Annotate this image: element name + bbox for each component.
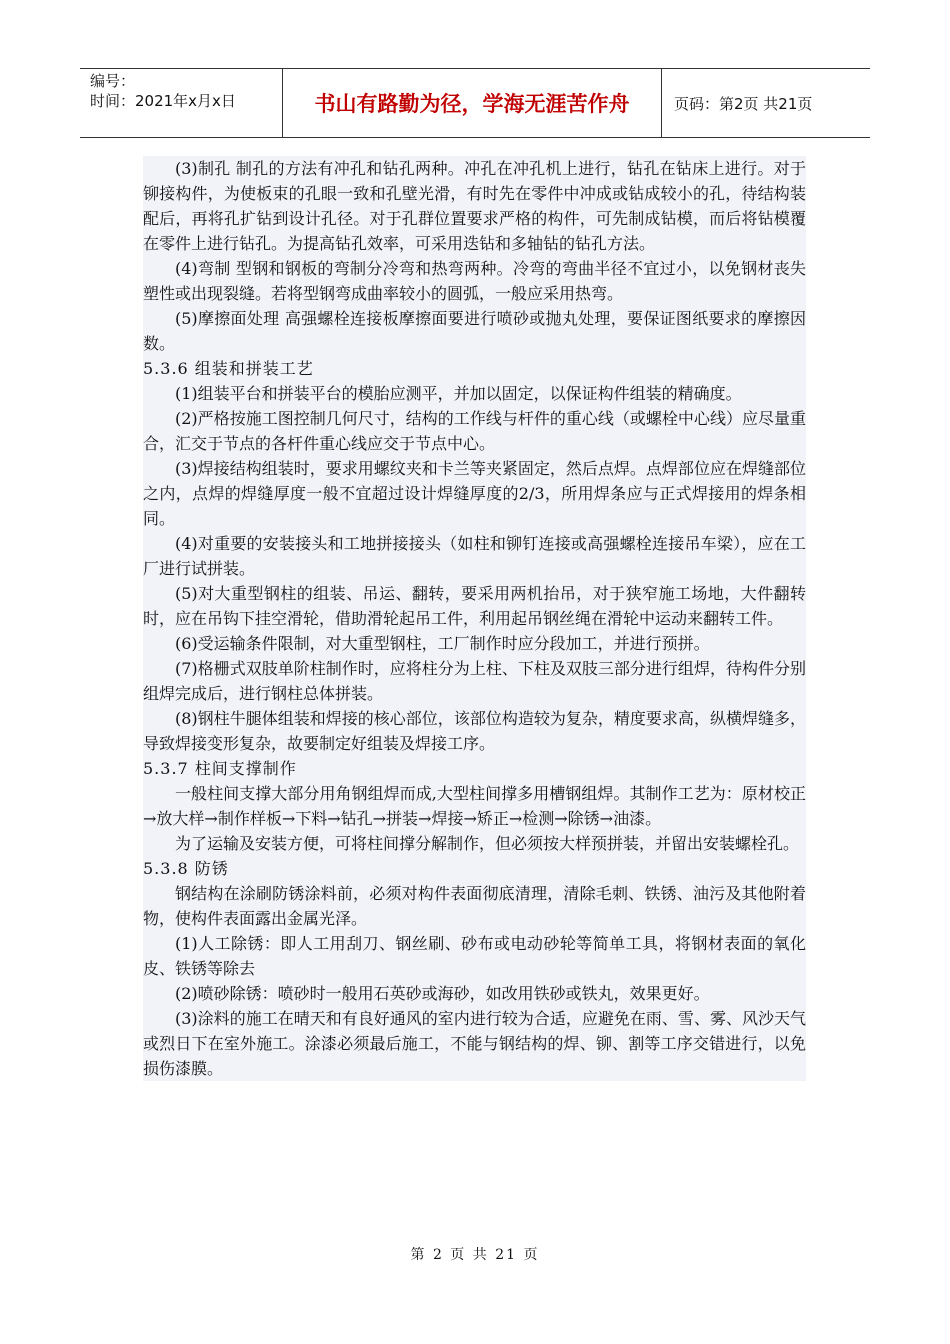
number-label: 编号： [90,72,136,90]
section-heading: 5.3.8 防锈 [143,859,229,878]
paragraph: (5)摩擦面处理 高强螺栓连接板摩擦面要进行喷砂或抛丸处理，要保证图纸要求的摩擦因数。 [143,309,806,353]
paragraph: (4)对重要的安装接头和工地拼接接头（如柱和铆钉连接或高强螺栓连接吊车梁），应在工厂进行试拼装。 [143,534,806,578]
paragraph: (8)钢柱牛腿体组装和焊接的核心部位，该部位构造较为复杂，精度要求高，纵横焊缝多，导致焊接变形复杂，故要制定好组装及焊接工序。 [143,709,806,753]
page-header [80,68,870,138]
section-heading: 5.3.6 组装和拼装工艺 [143,359,314,378]
paragraph: (2)喷砂除锈：喷砂时一般用石英砂或海砂，如改用铁砂或铁丸，效果更好。 [175,984,710,1003]
paragraph: (2)严格按施工图控制几何尺寸，结构的工作线与杆件的重心线（或螺栓中心线）应尽量重合，汇交于节点的各杆件重心线应交于节点中心。 [143,409,806,453]
header-motto: 书山有路勤为径，学海无涯苦作舟 [283,69,662,137]
section-heading: 5.3.7 柱间支撑制作 [143,759,297,778]
header-meta [80,69,283,137]
paragraph: (3)制孔 制孔的方法有冲孔和钻孔两种。冲孔在冲孔机上进行，钻孔在钻床上进行。对于铆接构件，为使板束的孔眼一致和孔壁光滑，有时先在零件中冲成或钻成较小的孔，待结构装配后，再将孔扩钻到设计孔径。对于孔群位置要求严格的构件，可先制成钻模，而后将钻模覆在零件上进行钻孔。为提高钻孔效率，可采用迭钻和多轴钻的钻孔方法。 [143,159,806,253]
paragraph: (5)对大重型钢柱的组装、吊运、翻转，要采用两机抬吊，对于狭窄施工场地，大件翻转时，应在吊钩下挂空滑轮，借助滑轮起吊工件，利用起吊钢丝绳在滑轮中运动来翻转工件。 [143,584,806,628]
paragraph: (1)人工除锈：即人工用刮刀、钢丝刷、砂布或电动砂轮等简单工具，将钢材表面的氧化皮、铁锈等除去 [143,934,806,978]
paragraph: 为了运输及安装方便，可将柱间撑分解制作，但必须按大样预拼装，并留出安装螺栓孔。 [175,834,800,853]
time-label: 时间：2021年x月x日 [90,92,236,110]
paragraph: 一般柱间支撑大部分用角钢组焊而成,大型柱间撑多用槽钢组焊。其制作工艺为：原材校正→放大样→制作样板→下料→钻孔→拼装→焊接→矫正→检测→除锈→油漆。 [143,784,806,828]
header-page-info: 页码：第2页 共21页 [674,94,813,113]
page-footer: 第 2 页 共 21 页 [410,1247,540,1263]
paragraph: (3)焊接结构组装时，要求用螺纹夹和卡兰等夹紧固定，然后点焊。点焊部位应在焊缝部位之内，点焊的焊缝厚度一般不宜超过设计焊缝厚度的2/3，所用焊条应与正式焊接用的焊条相同。 [143,459,806,528]
paragraph: (1)组装平台和拼装平台的模胎应测平，并加以固定，以保证构件组装的精确度。 [175,384,742,403]
paragraph: 钢结构在涂刷防锈涂料前，必须对构件表面彻底清理，清除毛刺、铁锈、油污及其他附着物，使构件表面露出金属光泽。 [143,884,806,928]
paragraph: (3)涂料的施工在晴天和有良好通风的室内进行较为合适，应避免在雨、雪、雾、风沙天气或烈日下在室外施工。涂漆必须最后施工，不能与钢结构的焊、铆、割等工序交错进行，以免损伤漆膜。 [143,1009,806,1078]
document-body [143,156,806,1081]
paragraph: (7)格栅式双肢单阶柱制作时，应将柱分为上柱、下柱及双肢三部分进行组焊，待构件分别组焊完成后，进行钢柱总体拼装。 [143,659,806,703]
paragraph: (4)弯制 型钢和钢板的弯制分冷弯和热弯两种。冷弯的弯曲半径不宜过小，以免钢材丧失塑性或出现裂缝。若将型钢弯成曲率较小的圆弧，一般应采用热弯。 [143,259,806,303]
paragraph: (6)受运输条件限制，对大重型钢柱，工厂制作时应分段加工，并进行预拼。 [175,634,710,653]
